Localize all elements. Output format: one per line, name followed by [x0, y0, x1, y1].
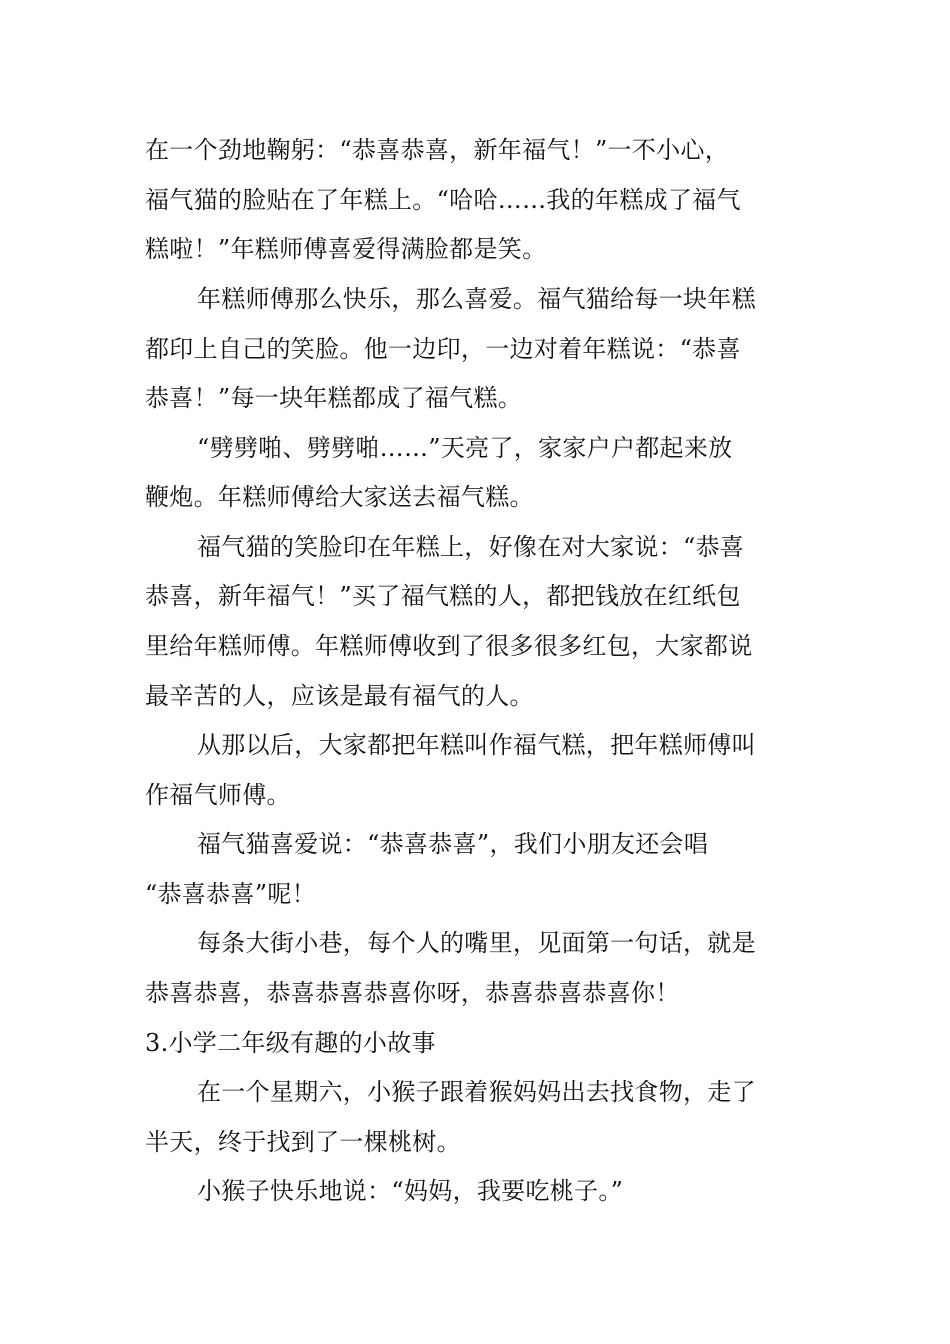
paragraph-line: 恭喜！”每一块年糕都成了福气糕。 [145, 384, 523, 412]
paragraph-line: 在一个星期六，小猴子跟着猴妈妈出去找食物，走了 [197, 1078, 756, 1106]
paragraph-line: 最辛苦的人，应该是最有福气的人。 [145, 682, 534, 710]
paragraph-line: 小猴子快乐地说：“妈妈，我要吃桃子。” [197, 1177, 624, 1205]
paragraph-line: 年糕师傅那么快乐，那么喜爱。福气猫给每一块年糕 [197, 285, 756, 313]
paragraph-line: “恭喜恭喜”呢！ [145, 880, 316, 908]
paragraph-line: 糕啦！”年糕师傅喜爱得满脸都是笑。 [145, 235, 547, 263]
paragraph-line: 从那以后，大家都把年糕叫作福气糕，把年糕师傅叫 [197, 731, 756, 759]
paragraph-line: 在一个劲地鞠躬：“恭喜恭喜，新年福气！”一不小心， [145, 136, 730, 164]
paragraph-line: 半天，终于找到了一棵桃树。 [145, 1128, 461, 1156]
paragraph-line: 福气猫喜爱说：“恭喜恭喜”，我们小朋友还会唱 [197, 830, 709, 858]
paragraph-line: 恭喜恭喜，恭喜恭喜恭喜你呀，恭喜恭喜恭喜你！ [145, 979, 680, 1007]
paragraph-line: 恭喜，新年福气！”买了福气糕的人，都把钱放在红纸包 [145, 582, 741, 610]
paragraph-line: 福气猫的脸贴在了年糕上。“哈哈……我的年糕成了福气 [145, 186, 741, 214]
paragraph-line: 作福气师傅。 [145, 781, 291, 809]
paragraph-line: 鞭炮。年糕师傅给大家送去福气糕。 [145, 483, 534, 511]
paragraph-line: “劈劈啪、劈劈啪……”天亮了，家家户户都起来放 [197, 434, 733, 462]
paragraph-line: 每条大街小巷，每个人的嘴里，见面第一句话，就是 [197, 929, 756, 957]
paragraph-line: 里给年糕师傅。年糕师傅收到了很多很多红包，大家都说 [145, 632, 753, 660]
section-heading: 3.小学二年级有趣的小故事 [145, 1029, 436, 1057]
paragraph-line: 都印上自己的笑脸。他一边印，一边对着年糕说：“恭喜 [145, 335, 741, 363]
paragraph-line: 福气猫的笑脸印在年糕上，好像在对大家说：“恭喜 [197, 533, 745, 561]
